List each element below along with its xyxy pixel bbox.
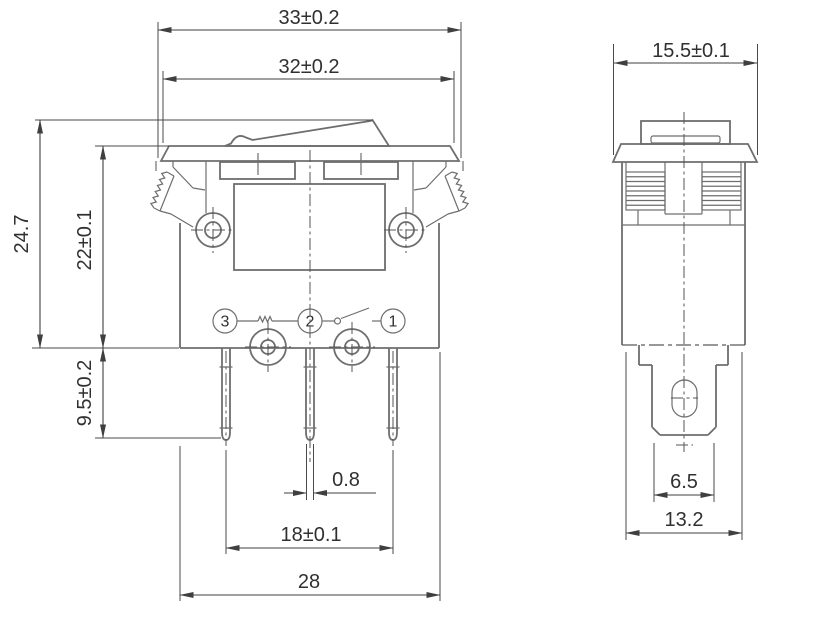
left-rivet (245, 322, 291, 372)
dim-width-outer (158, 7, 461, 158)
dim-head-width-label: 15.5±0.1 (652, 40, 730, 62)
dim-width-inner-label: 32±0.2 (278, 56, 340, 78)
contact-point (335, 318, 341, 324)
right-snap-clip (413, 161, 468, 227)
dim-width-inner (163, 56, 454, 143)
dim-body-depth-label: 13.2 (664, 509, 704, 531)
right-serration (452, 172, 468, 208)
left-pivot-boss (191, 207, 235, 253)
rocker-actuator (225, 120, 389, 146)
dimensions (11, 7, 758, 601)
dim-width-outer-label: 33±0.2 (278, 7, 340, 29)
terminal-3-label: 3 (220, 313, 230, 331)
dim-pin-pitch (226, 450, 393, 554)
dim-pin-pitch-label: 18±0.1 (280, 524, 342, 546)
dim-pin-thickness-label: 0.8 (332, 469, 360, 491)
dim-height-total-label: 24.7 (11, 214, 33, 254)
dim-pin-length-label: 9.5±0.2 (74, 359, 96, 427)
dim-pin-length (74, 348, 221, 438)
side-view (613, 112, 757, 452)
dim-height-body (32, 146, 179, 348)
terminal-2-label: 2 (305, 313, 315, 331)
left-snap-clip (151, 161, 206, 227)
left-serration (151, 172, 167, 208)
side-flange (613, 144, 757, 162)
heater-element-symbol (258, 317, 272, 323)
dim-body-width (180, 352, 440, 601)
front-view (151, 120, 468, 462)
right-pivot-boss (384, 207, 428, 253)
side-knob-slot (651, 136, 720, 143)
dim-body-width-label: 28 (297, 571, 321, 593)
dim-tab-width-label: 6.5 (670, 471, 698, 493)
circuit-schematic (213, 308, 405, 333)
switch-blade (341, 308, 369, 319)
dim-pin-thickness (284, 444, 376, 500)
dim-head-width (614, 40, 758, 155)
side-rocker-knob (641, 121, 730, 144)
right-rivet (329, 322, 375, 372)
terminal-1-label: 1 (388, 313, 398, 331)
dim-height-body-label: 22±0.1 (74, 209, 96, 271)
dim-height-total (11, 120, 372, 348)
